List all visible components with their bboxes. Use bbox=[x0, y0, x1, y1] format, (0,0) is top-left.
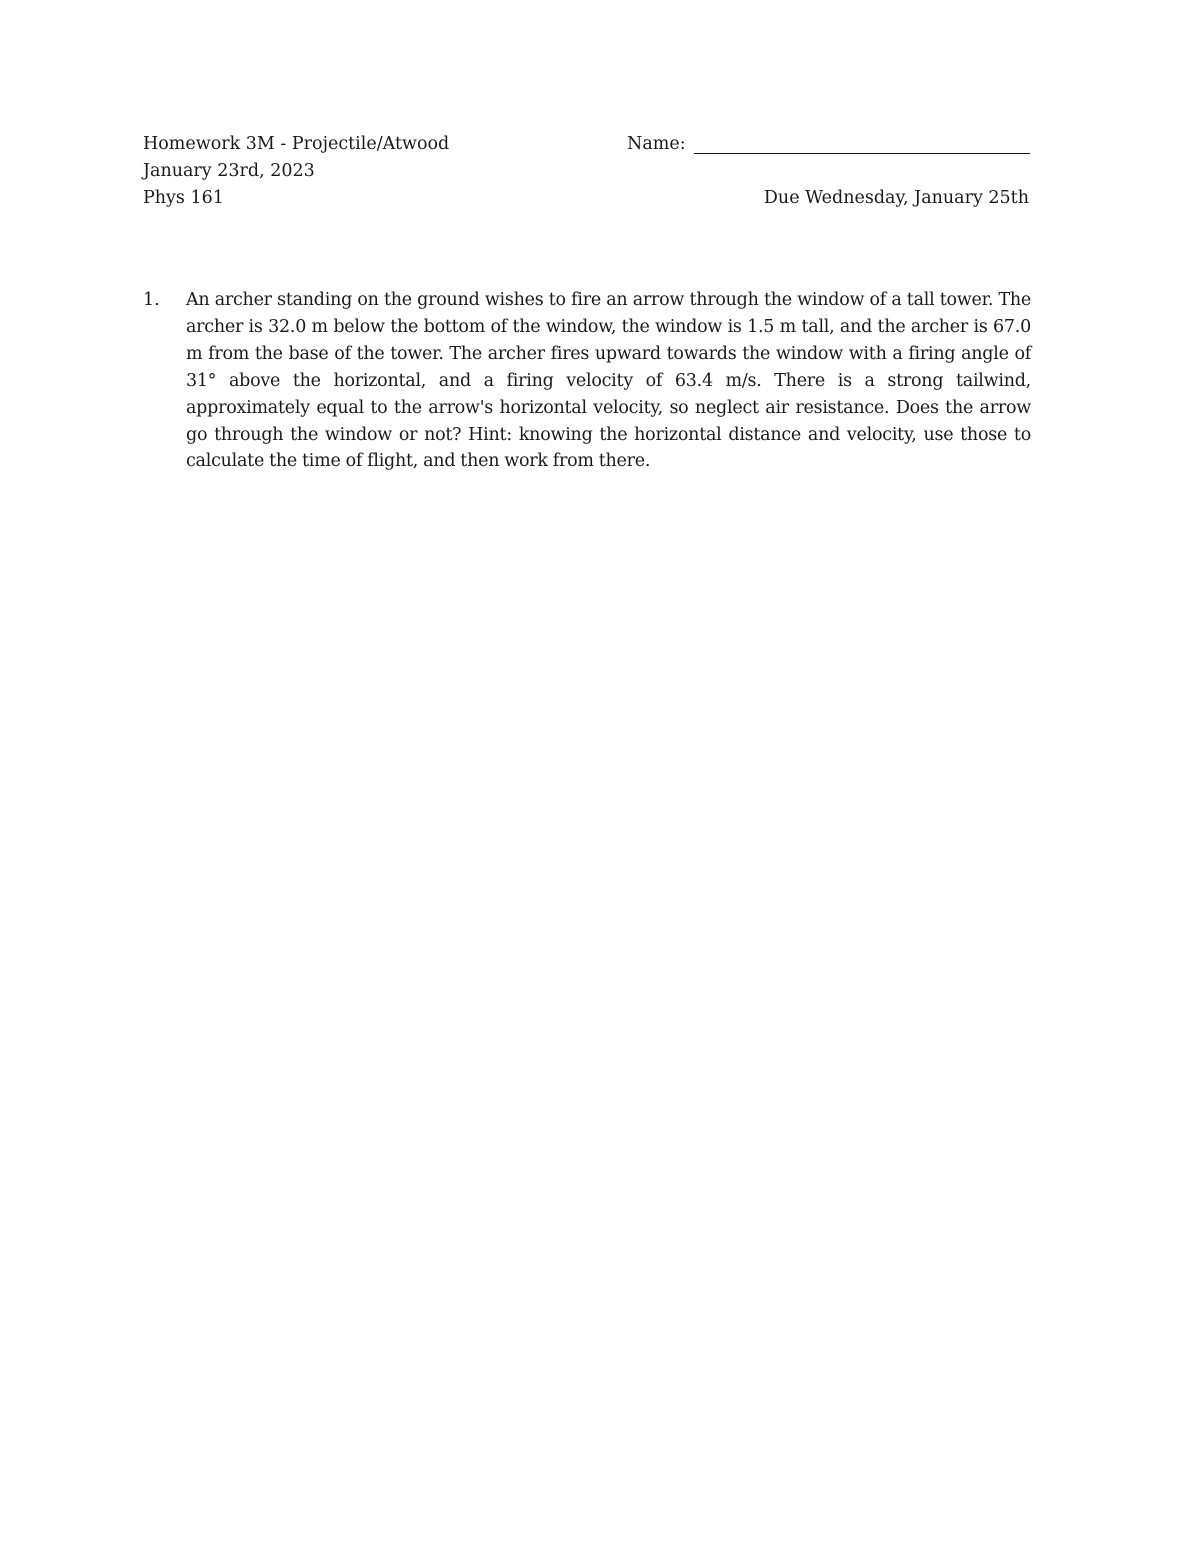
name-blank-line bbox=[694, 136, 1030, 154]
problem-item bbox=[143, 287, 1031, 475]
problem-text: An archer standing on the ground wishes to fire an arrow through the window of a tall tower. The archer is 32.0 m below the bottom of the window, the window is 1.5 m tall, and the archer is 67.0 m from the base of the tower. The archer fires upward towards the window with a firing angle of 31° above the horizontal, and a firing velocity of 63.4 m/s. There is a strong tailwind, approximately equal to the arrow's horizontal velocity, so neglect air resistance. Does the arrow go through the window or not? Hint: knowing the horizontal distance and velocity, use those to calculate the time of flight, and then work from there. bbox=[186, 290, 1031, 472]
name-field bbox=[627, 134, 1030, 154]
due-date: Due Wednesday, January 25th bbox=[763, 188, 1029, 208]
problem-number: 1. bbox=[143, 290, 160, 310]
course-code: Phys 161 bbox=[143, 188, 224, 208]
assignment-date: January 23rd, 2023 bbox=[143, 161, 315, 181]
homework-title: Homework 3M - Projectile/Atwood bbox=[143, 134, 450, 154]
name-label: Name: bbox=[627, 134, 686, 154]
